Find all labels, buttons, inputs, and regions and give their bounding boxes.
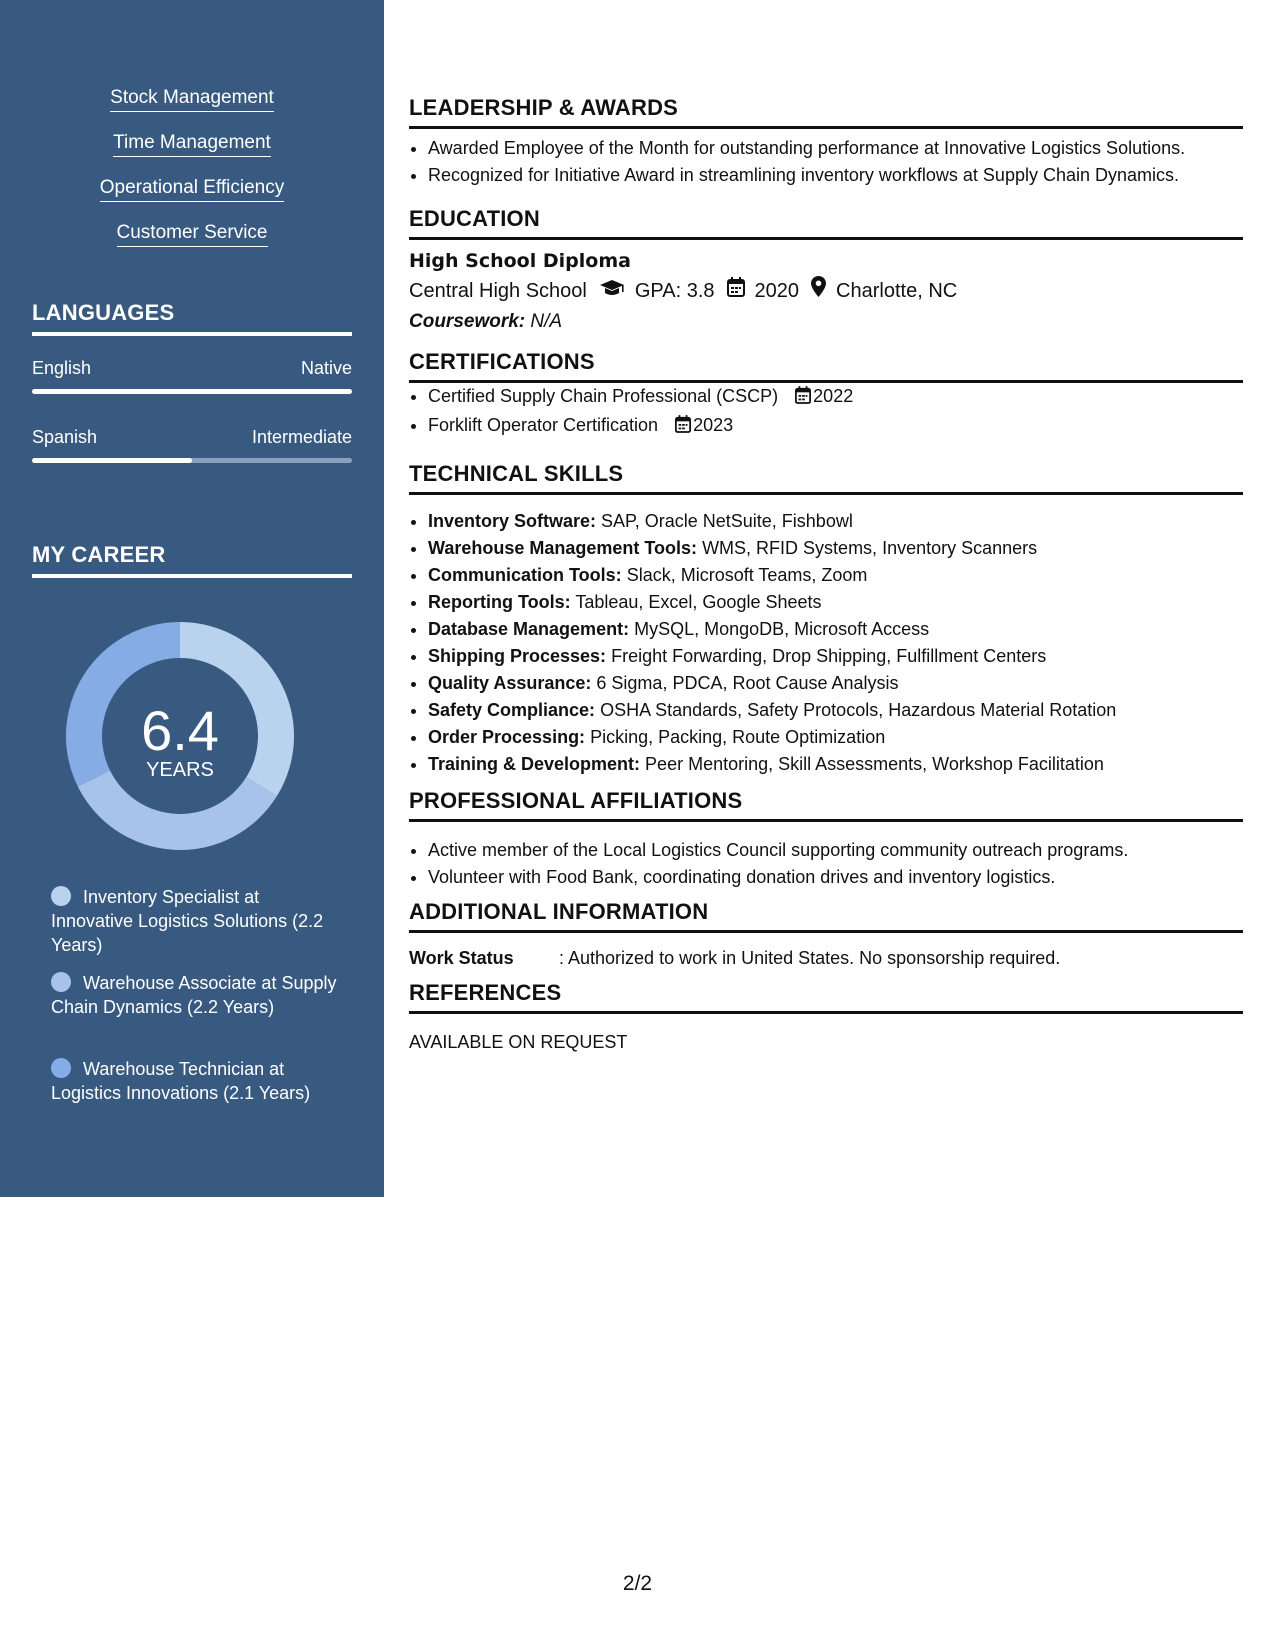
skill-category: Quality Assurance: [428,673,592,693]
skill-values: Peer Mentoring, Skill Assessments, Workshop Facilitation [645,754,1104,774]
technical-skills-heading: TECHNICAL SKILLS [409,461,1243,495]
languages-heading: LANGUAGES [32,300,352,336]
affiliations-heading: PROFESSIONAL AFFILIATIONS [409,788,1243,822]
list-item [428,724,1243,751]
skill-category: Order Processing: [428,727,586,747]
skill-values: WMS, RFID Systems, Inventory Scanners [702,538,1038,558]
skill-link[interactable]: Time Management [113,131,271,157]
work-status [409,946,1243,970]
certifications-heading: CERTIFICATIONS [409,349,1243,383]
skill-values: Picking, Packing, Route Optimization [590,727,886,747]
graduation-year: 2020 [754,280,800,302]
list-item [428,670,1243,697]
skill-values: Tableau, Excel, Google Sheets [575,592,822,612]
page-number: 2/2 [622,1572,653,1595]
career-item-text: Warehouse Associate at Supply Chain Dynamics (2.2 Years) [51,973,337,1017]
certification-name: Forklift Operator Certification [428,415,659,435]
skill-category: Warehouse Management Tools: [428,538,698,558]
calendar-icon [795,385,811,412]
language-proficiency-fill [32,458,192,463]
language-proficiency-bar [32,458,352,463]
references-heading: REFERENCES [409,980,1243,1014]
skill-values: MySQL, MongoDB, Microsoft Access [634,619,930,639]
career-item-text: Warehouse Technician at Logistics Innovations (2.1 Years) [51,1059,311,1103]
school-name: Central High School [409,280,587,302]
coursework [409,307,1243,337]
list-item [428,508,1243,535]
skill-category: Reporting Tools: [428,592,571,612]
location: Charlotte, NC [836,280,958,302]
list-item [428,383,1243,412]
list-item: • Recognized for Initiative Award in streamlining inventory workflows at Supply Chain Dynamics. [428,162,1243,189]
skill-category: Shipping Processes: [428,646,607,666]
skill-link[interactable]: Customer Service [117,221,268,247]
career-item [51,971,341,1019]
affiliations-list [409,837,1243,891]
list-item [428,616,1243,643]
language-level: Intermediate [251,427,352,447]
certification-year: 2022 [813,386,854,406]
list-item: • Awarded Employee of the Month for outstanding performance at Innovative Logistics Solutions. [428,135,1243,162]
career-item [51,1057,341,1105]
career-item-text: Inventory Specialist at Innovative Logistics Solutions (2.2 Years) [51,887,324,955]
calendar-icon [727,275,745,307]
certification-year: 2023 [693,415,734,435]
sidebar [0,0,384,1197]
skill-values: Freight Forwarding, Drop Shipping, Fulfillment Centers [611,646,1047,666]
list-item [428,562,1243,589]
degree: High School Diploma [409,250,631,272]
legend-dot [51,886,71,906]
legend-dot [51,972,71,992]
career-total-value: 6.4 [141,699,219,762]
skill-category: Inventory Software: [428,511,597,531]
graduation-cap-icon [599,275,625,307]
language-spanish [32,427,352,463]
skill-values: SAP, Oracle NetSuite, Fishbowl [601,511,853,531]
language-name: Spanish [32,427,98,447]
donut-segment [78,771,277,850]
language-name: English [32,358,92,378]
work-status-label: Work Status [409,948,514,968]
list-item [428,535,1243,562]
additional-info-heading: ADDITIONAL INFORMATION [409,899,1243,933]
skill-category: Safety Compliance: [428,700,596,720]
career-total-unit: YEARS [146,759,214,781]
skill-link[interactable]: Operational Efficiency [100,176,284,202]
certification-name: Certified Supply Chain Professional (CSCP) [428,386,779,406]
list-item [428,697,1243,724]
list-item: • Volunteer with Food Bank, coordinating donation drives and inventory logistics. [428,864,1243,891]
references-text: AVAILABLE ON REQUEST [409,1032,628,1052]
language-level: Native [300,358,352,378]
language-english [32,358,352,394]
work-status-value: : Authorized to work in United States. No sponsorship required. [559,948,1061,968]
list-item [428,751,1243,778]
language-proficiency-bar [32,389,352,394]
education-heading: EDUCATION [409,206,1243,240]
skill-category: Training & Development: [428,754,641,774]
calendar-icon [675,414,691,441]
leadership-list [409,135,1243,189]
gpa: GPA: 3.8 [634,280,715,302]
leadership-heading: LEADERSHIP & AWARDS [409,95,1243,129]
skill-link[interactable]: Stock Management [110,86,274,112]
skill-category: Communication Tools: [428,565,622,585]
career-item [51,885,341,957]
list-item [428,589,1243,616]
skill-category: Database Management: [428,619,630,639]
career-donut-chart [66,622,294,850]
location-pin-icon [811,275,826,307]
technical-skills-list [409,508,1243,778]
skill-values: 6 Sigma, PDCA, Root Cause Analysis [596,673,899,693]
skill-values: OSHA Standards, Safety Protocols, Hazardous Material Rotation [600,700,1117,720]
education-entry [409,247,1243,337]
coursework-label: Coursework: [409,311,526,332]
list-item [428,643,1243,670]
career-heading: MY CAREER [32,542,352,578]
certifications-list [409,383,1243,441]
legend-dot [51,1058,71,1078]
coursework-value: N/A [530,311,563,332]
language-proficiency-fill [32,389,352,394]
skill-values: Slack, Microsoft Teams, Zoom [626,565,868,585]
list-item: • Active member of the Local Logistics Council supporting community outreach programs. [428,837,1243,864]
list-item [428,412,1243,441]
skills-list [0,86,384,266]
